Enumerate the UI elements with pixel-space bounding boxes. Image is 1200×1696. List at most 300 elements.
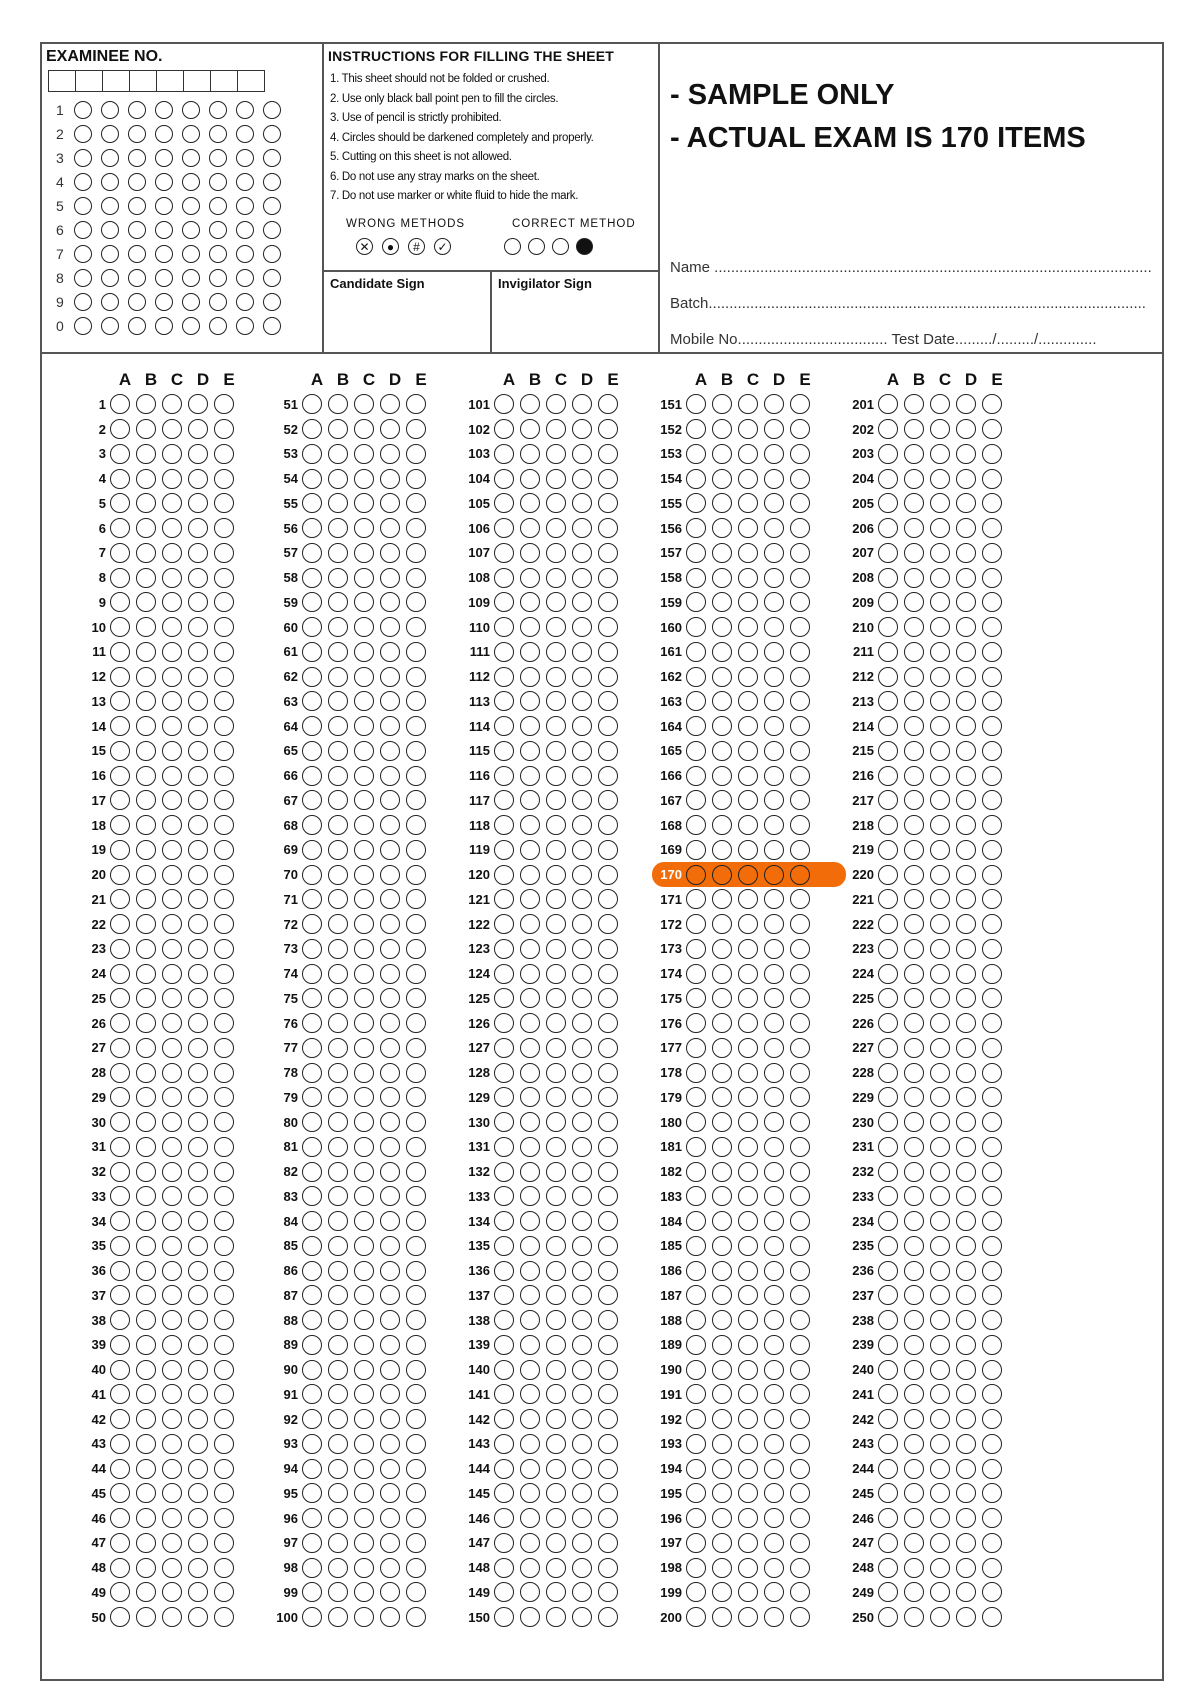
answer-bubble[interactable] <box>494 815 514 835</box>
answer-bubble[interactable] <box>904 642 924 662</box>
answer-bubble[interactable] <box>302 1112 322 1132</box>
answer-bubble[interactable] <box>328 988 348 1008</box>
examinee-digit-bubble[interactable] <box>209 149 227 167</box>
answer-bubble[interactable] <box>136 939 156 959</box>
answer-bubble[interactable] <box>546 518 566 538</box>
answer-bubble[interactable] <box>904 889 924 909</box>
answer-bubble[interactable] <box>110 889 130 909</box>
answer-bubble[interactable] <box>930 889 950 909</box>
answer-bubble[interactable] <box>738 1013 758 1033</box>
answer-bubble[interactable] <box>738 518 758 538</box>
answer-bubble[interactable] <box>956 1038 976 1058</box>
answer-bubble[interactable] <box>930 790 950 810</box>
answer-bubble[interactable] <box>572 493 592 513</box>
answer-bubble[interactable] <box>982 394 1002 414</box>
answer-bubble[interactable] <box>712 988 732 1008</box>
answer-bubble[interactable] <box>162 1607 182 1627</box>
answer-bubble[interactable] <box>572 1360 592 1380</box>
answer-bubble[interactable] <box>930 617 950 637</box>
examinee-digit-bubble[interactable] <box>74 197 92 215</box>
answer-bubble[interactable] <box>494 716 514 736</box>
answer-bubble[interactable] <box>904 1236 924 1256</box>
answer-bubble[interactable] <box>598 1013 618 1033</box>
answer-bubble[interactable] <box>738 1236 758 1256</box>
answer-bubble[interactable] <box>380 493 400 513</box>
answer-bubble[interactable] <box>686 1063 706 1083</box>
answer-bubble[interactable] <box>354 889 374 909</box>
answer-bubble[interactable] <box>572 964 592 984</box>
answer-bubble[interactable] <box>110 543 130 563</box>
examinee-digit-bubble[interactable] <box>209 221 227 239</box>
answer-bubble[interactable] <box>572 1162 592 1182</box>
answer-bubble[interactable] <box>162 766 182 786</box>
answer-bubble[interactable] <box>764 988 784 1008</box>
examinee-digit-bubble[interactable] <box>263 125 281 143</box>
examinee-digit-bubble[interactable] <box>236 149 254 167</box>
answer-bubble[interactable] <box>878 964 898 984</box>
answer-bubble[interactable] <box>878 1261 898 1281</box>
answer-bubble[interactable] <box>354 1483 374 1503</box>
answer-bubble[interactable] <box>520 1409 540 1429</box>
answer-bubble[interactable] <box>328 1384 348 1404</box>
answer-bubble[interactable] <box>162 1162 182 1182</box>
answer-bubble[interactable] <box>686 1112 706 1132</box>
answer-bubble[interactable] <box>598 1087 618 1107</box>
answer-bubble[interactable] <box>380 1607 400 1627</box>
answer-bubble[interactable] <box>214 1063 234 1083</box>
examinee-digit-bubble[interactable] <box>101 317 119 335</box>
answer-bubble[interactable] <box>214 1236 234 1256</box>
answer-bubble[interactable] <box>572 939 592 959</box>
answer-bubble[interactable] <box>406 1459 426 1479</box>
answer-bubble[interactable] <box>110 1607 130 1627</box>
answer-bubble[interactable] <box>328 815 348 835</box>
answer-bubble[interactable] <box>302 1360 322 1380</box>
answer-bubble[interactable] <box>188 568 208 588</box>
answer-bubble[interactable] <box>790 1384 810 1404</box>
answer-bubble[interactable] <box>738 691 758 711</box>
answer-bubble[interactable] <box>712 1384 732 1404</box>
examinee-digit-bubble[interactable] <box>74 269 92 287</box>
answer-bubble[interactable] <box>520 1607 540 1627</box>
answer-bubble[interactable] <box>956 543 976 563</box>
answer-bubble[interactable] <box>188 815 208 835</box>
answer-bubble[interactable] <box>354 790 374 810</box>
examinee-digit-bubble[interactable] <box>182 245 200 263</box>
answer-bubble[interactable] <box>520 865 540 885</box>
answer-bubble[interactable] <box>598 1434 618 1454</box>
answer-bubble[interactable] <box>354 766 374 786</box>
answer-bubble[interactable] <box>982 518 1002 538</box>
answer-bubble[interactable] <box>302 914 322 934</box>
examinee-digit-bubble[interactable] <box>155 125 173 143</box>
answer-bubble[interactable] <box>406 642 426 662</box>
answer-bubble[interactable] <box>406 914 426 934</box>
answer-bubble[interactable] <box>572 716 592 736</box>
answer-bubble[interactable] <box>686 543 706 563</box>
examinee-digit-bubble[interactable] <box>74 101 92 119</box>
answer-bubble[interactable] <box>712 1063 732 1083</box>
answer-bubble[interactable] <box>572 914 592 934</box>
answer-bubble[interactable] <box>686 1162 706 1182</box>
answer-bubble[interactable] <box>546 1508 566 1528</box>
answer-bubble[interactable] <box>598 1211 618 1231</box>
invigilator-sign-box[interactable]: Invigilator Sign <box>498 276 592 291</box>
answer-bubble[interactable] <box>982 691 1002 711</box>
answer-bubble[interactable] <box>406 964 426 984</box>
answer-bubble[interactable] <box>188 1038 208 1058</box>
answer-bubble[interactable] <box>790 1607 810 1627</box>
answer-bubble[interactable] <box>904 840 924 860</box>
answer-bubble[interactable] <box>982 1310 1002 1330</box>
answer-bubble[interactable] <box>520 1013 540 1033</box>
answer-bubble[interactable] <box>354 914 374 934</box>
answer-bubble[interactable] <box>188 1137 208 1157</box>
answer-bubble[interactable] <box>956 1409 976 1429</box>
answer-bubble[interactable] <box>546 1533 566 1553</box>
answer-bubble[interactable] <box>302 1013 322 1033</box>
answer-bubble[interactable] <box>686 1508 706 1528</box>
answer-bubble[interactable] <box>572 667 592 687</box>
answer-bubble[interactable] <box>406 1360 426 1380</box>
answer-bubble[interactable] <box>302 469 322 489</box>
examinee-digit-bubble[interactable] <box>182 125 200 143</box>
answer-bubble[interactable] <box>686 1013 706 1033</box>
answer-bubble[interactable] <box>878 1483 898 1503</box>
answer-bubble[interactable] <box>956 840 976 860</box>
answer-bubble[interactable] <box>572 1038 592 1058</box>
answer-bubble[interactable] <box>328 766 348 786</box>
answer-bubble[interactable] <box>214 1013 234 1033</box>
answer-bubble[interactable] <box>930 716 950 736</box>
answer-bubble[interactable] <box>546 1013 566 1033</box>
answer-bubble[interactable] <box>764 1211 784 1231</box>
answer-bubble[interactable] <box>738 1310 758 1330</box>
answer-bubble[interactable] <box>956 1063 976 1083</box>
answer-bubble[interactable] <box>572 642 592 662</box>
answer-bubble[interactable] <box>738 1335 758 1355</box>
answer-bubble[interactable] <box>302 394 322 414</box>
answer-bubble[interactable] <box>712 1310 732 1330</box>
answer-bubble[interactable] <box>214 1533 234 1553</box>
answer-bubble[interactable] <box>956 1384 976 1404</box>
examinee-digit-bubble[interactable] <box>263 269 281 287</box>
answer-bubble[interactable] <box>982 1186 1002 1206</box>
answer-bubble[interactable] <box>302 1285 322 1305</box>
answer-bubble[interactable] <box>982 617 1002 637</box>
answer-bubble[interactable] <box>878 939 898 959</box>
answer-bubble[interactable] <box>764 840 784 860</box>
answer-bubble[interactable] <box>328 1285 348 1305</box>
answer-bubble[interactable] <box>302 790 322 810</box>
answer-bubble[interactable] <box>738 493 758 513</box>
answer-bubble[interactable] <box>354 741 374 761</box>
answer-bubble[interactable] <box>110 716 130 736</box>
answer-bubble[interactable] <box>956 889 976 909</box>
answer-bubble[interactable] <box>572 1434 592 1454</box>
answer-bubble[interactable] <box>790 889 810 909</box>
answer-bubble[interactable] <box>136 444 156 464</box>
answer-bubble[interactable] <box>546 394 566 414</box>
answer-bubble[interactable] <box>380 1137 400 1157</box>
answer-bubble[interactable] <box>302 1558 322 1578</box>
answer-bubble[interactable] <box>494 1063 514 1083</box>
answer-bubble[interactable] <box>406 1607 426 1627</box>
answer-bubble[interactable] <box>598 741 618 761</box>
examinee-digit-bubble[interactable] <box>101 173 119 191</box>
answer-bubble[interactable] <box>406 1211 426 1231</box>
answer-bubble[interactable] <box>930 518 950 538</box>
answer-bubble[interactable] <box>494 1558 514 1578</box>
answer-bubble[interactable] <box>686 394 706 414</box>
answer-bubble[interactable] <box>930 1211 950 1231</box>
answer-bubble[interactable] <box>904 419 924 439</box>
answer-bubble[interactable] <box>520 691 540 711</box>
answer-bubble[interactable] <box>546 1285 566 1305</box>
answer-bubble[interactable] <box>162 1261 182 1281</box>
answer-bubble[interactable] <box>572 1459 592 1479</box>
examinee-digit-bubble[interactable] <box>209 245 227 263</box>
answer-bubble[interactable] <box>520 493 540 513</box>
answer-bubble[interactable] <box>136 1186 156 1206</box>
answer-bubble[interactable] <box>572 1261 592 1281</box>
answer-bubble[interactable] <box>380 1112 400 1132</box>
answer-bubble[interactable] <box>930 1236 950 1256</box>
answer-bubble[interactable] <box>354 469 374 489</box>
answer-bubble[interactable] <box>136 1013 156 1033</box>
answer-bubble[interactable] <box>136 1038 156 1058</box>
answer-bubble[interactable] <box>214 568 234 588</box>
answer-bubble[interactable] <box>302 1186 322 1206</box>
answer-bubble[interactable] <box>214 667 234 687</box>
examinee-digit-bubble[interactable] <box>209 173 227 191</box>
answer-bubble[interactable] <box>162 1533 182 1553</box>
answer-bubble[interactable] <box>956 592 976 612</box>
answer-bubble[interactable] <box>214 1137 234 1157</box>
answer-bubble[interactable] <box>546 964 566 984</box>
answer-bubble[interactable] <box>380 1558 400 1578</box>
answer-bubble[interactable] <box>930 1038 950 1058</box>
answer-bubble[interactable] <box>598 617 618 637</box>
answer-bubble[interactable] <box>520 1533 540 1553</box>
answer-bubble[interactable] <box>380 1285 400 1305</box>
answer-bubble[interactable] <box>982 865 1002 885</box>
examinee-digit-bubble[interactable] <box>74 293 92 311</box>
answer-bubble[interactable] <box>136 741 156 761</box>
answer-bubble[interactable] <box>982 1508 1002 1528</box>
answer-bubble[interactable] <box>354 1087 374 1107</box>
answer-bubble[interactable] <box>328 1459 348 1479</box>
answer-bubble[interactable] <box>214 1162 234 1182</box>
answer-bubble[interactable] <box>930 1261 950 1281</box>
answer-bubble[interactable] <box>110 469 130 489</box>
answer-bubble[interactable] <box>214 1434 234 1454</box>
answer-bubble[interactable] <box>188 1063 208 1083</box>
answer-bubble[interactable] <box>878 1409 898 1429</box>
answer-bubble[interactable] <box>328 1582 348 1602</box>
answer-bubble[interactable] <box>188 988 208 1008</box>
answer-bubble[interactable] <box>110 1434 130 1454</box>
answer-bubble[interactable] <box>686 790 706 810</box>
answer-bubble[interactable] <box>110 1285 130 1305</box>
examinee-digit-bubble[interactable] <box>236 101 254 119</box>
answer-bubble[interactable] <box>520 741 540 761</box>
answer-bubble[interactable] <box>494 741 514 761</box>
answer-bubble[interactable] <box>712 889 732 909</box>
answer-bubble[interactable] <box>930 592 950 612</box>
answer-bubble[interactable] <box>188 1607 208 1627</box>
answer-bubble[interactable] <box>686 1582 706 1602</box>
answer-bubble[interactable] <box>598 1112 618 1132</box>
answer-bubble[interactable] <box>162 469 182 489</box>
answer-bubble[interactable] <box>956 617 976 637</box>
answer-bubble[interactable] <box>188 964 208 984</box>
answer-bubble[interactable] <box>982 592 1002 612</box>
answer-bubble[interactable] <box>878 493 898 513</box>
answer-bubble[interactable] <box>878 988 898 1008</box>
answer-bubble[interactable] <box>572 617 592 637</box>
answer-bubble[interactable] <box>598 1285 618 1305</box>
answer-bubble[interactable] <box>598 1162 618 1182</box>
examinee-digit-bubble[interactable] <box>128 245 146 263</box>
answer-bubble[interactable] <box>328 1137 348 1157</box>
answer-bubble[interactable] <box>598 840 618 860</box>
answer-bubble[interactable] <box>930 469 950 489</box>
answer-bubble[interactable] <box>790 1434 810 1454</box>
answer-bubble[interactable] <box>494 1607 514 1627</box>
answer-bubble[interactable] <box>546 790 566 810</box>
answer-bubble[interactable] <box>162 741 182 761</box>
answer-bubble[interactable] <box>406 1236 426 1256</box>
answer-bubble[interactable] <box>162 1384 182 1404</box>
answer-bubble[interactable] <box>380 1459 400 1479</box>
answer-bubble[interactable] <box>546 1434 566 1454</box>
answer-bubble[interactable] <box>686 1409 706 1429</box>
answer-bubble[interactable] <box>878 1508 898 1528</box>
answer-bubble[interactable] <box>520 642 540 662</box>
answer-bubble[interactable] <box>712 1483 732 1503</box>
answer-bubble[interactable] <box>572 394 592 414</box>
answer-bubble[interactable] <box>764 617 784 637</box>
answer-bubble[interactable] <box>982 1533 1002 1553</box>
answer-bubble[interactable] <box>738 592 758 612</box>
examinee-digit-bubble[interactable] <box>101 101 119 119</box>
answer-bubble[interactable] <box>546 493 566 513</box>
answer-bubble[interactable] <box>686 592 706 612</box>
answer-bubble[interactable] <box>188 667 208 687</box>
answer-bubble[interactable] <box>738 1087 758 1107</box>
answer-bubble[interactable] <box>930 988 950 1008</box>
answer-bubble[interactable] <box>930 1063 950 1083</box>
answer-bubble[interactable] <box>328 493 348 513</box>
answer-bubble[interactable] <box>354 1112 374 1132</box>
answer-bubble[interactable] <box>572 1137 592 1157</box>
answer-bubble[interactable] <box>380 988 400 1008</box>
answer-bubble[interactable] <box>764 1409 784 1429</box>
answer-bubble[interactable] <box>214 1459 234 1479</box>
answer-bubble[interactable] <box>406 1483 426 1503</box>
answer-bubble[interactable] <box>188 1459 208 1479</box>
candidate-sign-box[interactable]: Candidate Sign <box>324 272 492 352</box>
answer-bubble[interactable] <box>982 1087 1002 1107</box>
answer-bubble[interactable] <box>904 1087 924 1107</box>
answer-bubble[interactable] <box>110 1186 130 1206</box>
answer-bubble[interactable] <box>328 691 348 711</box>
answer-bubble[interactable] <box>162 1434 182 1454</box>
answer-bubble[interactable] <box>738 1162 758 1182</box>
answer-bubble[interactable] <box>520 1384 540 1404</box>
answer-bubble[interactable] <box>712 1162 732 1182</box>
answer-bubble[interactable] <box>520 667 540 687</box>
answer-bubble[interactable] <box>328 543 348 563</box>
answer-bubble[interactable] <box>878 1607 898 1627</box>
answer-bubble[interactable] <box>712 716 732 736</box>
answer-bubble[interactable] <box>982 1360 1002 1380</box>
answer-bubble[interactable] <box>982 1137 1002 1157</box>
answer-bubble[interactable] <box>764 964 784 984</box>
examinee-digit-bubble[interactable] <box>128 197 146 215</box>
answer-bubble[interactable] <box>764 1038 784 1058</box>
answer-bubble[interactable] <box>956 1261 976 1281</box>
answer-bubble[interactable] <box>546 1236 566 1256</box>
answer-bubble[interactable] <box>956 1533 976 1553</box>
answer-bubble[interactable] <box>546 914 566 934</box>
answer-bubble[interactable] <box>686 1038 706 1058</box>
answer-bubble[interactable] <box>546 815 566 835</box>
answer-bubble[interactable] <box>380 642 400 662</box>
answer-bubble[interactable] <box>738 1434 758 1454</box>
answer-bubble[interactable] <box>302 1261 322 1281</box>
answer-bubble[interactable] <box>328 1533 348 1553</box>
answer-bubble[interactable] <box>494 1038 514 1058</box>
answer-bubble[interactable] <box>136 1236 156 1256</box>
answer-bubble[interactable] <box>380 1483 400 1503</box>
answer-bubble[interactable] <box>110 1112 130 1132</box>
answer-bubble[interactable] <box>712 914 732 934</box>
answer-bubble[interactable] <box>764 914 784 934</box>
answer-bubble[interactable] <box>764 592 784 612</box>
answer-bubble[interactable] <box>982 1162 1002 1182</box>
answer-bubble[interactable] <box>790 865 810 885</box>
answer-bubble[interactable] <box>686 1459 706 1479</box>
answer-bubble[interactable] <box>162 1087 182 1107</box>
answer-bubble[interactable] <box>110 1582 130 1602</box>
answer-bubble[interactable] <box>790 1508 810 1528</box>
answer-bubble[interactable] <box>354 518 374 538</box>
answer-bubble[interactable] <box>572 592 592 612</box>
answer-bubble[interactable] <box>380 691 400 711</box>
answer-bubble[interactable] <box>214 914 234 934</box>
answer-bubble[interactable] <box>520 1211 540 1231</box>
answer-bubble[interactable] <box>738 1459 758 1479</box>
answer-bubble[interactable] <box>982 493 1002 513</box>
answer-bubble[interactable] <box>878 889 898 909</box>
answer-bubble[interactable] <box>354 840 374 860</box>
answer-bubble[interactable] <box>162 889 182 909</box>
answer-bubble[interactable] <box>520 469 540 489</box>
answer-bubble[interactable] <box>982 1236 1002 1256</box>
answer-bubble[interactable] <box>110 518 130 538</box>
answer-bubble[interactable] <box>572 1533 592 1553</box>
answer-bubble[interactable] <box>188 691 208 711</box>
examinee-digit-bubble[interactable] <box>182 221 200 239</box>
answer-bubble[interactable] <box>520 1310 540 1330</box>
answer-bubble[interactable] <box>712 939 732 959</box>
answer-bubble[interactable] <box>598 419 618 439</box>
answer-bubble[interactable] <box>598 1310 618 1330</box>
answer-bubble[interactable] <box>764 444 784 464</box>
answer-bubble[interactable] <box>136 815 156 835</box>
